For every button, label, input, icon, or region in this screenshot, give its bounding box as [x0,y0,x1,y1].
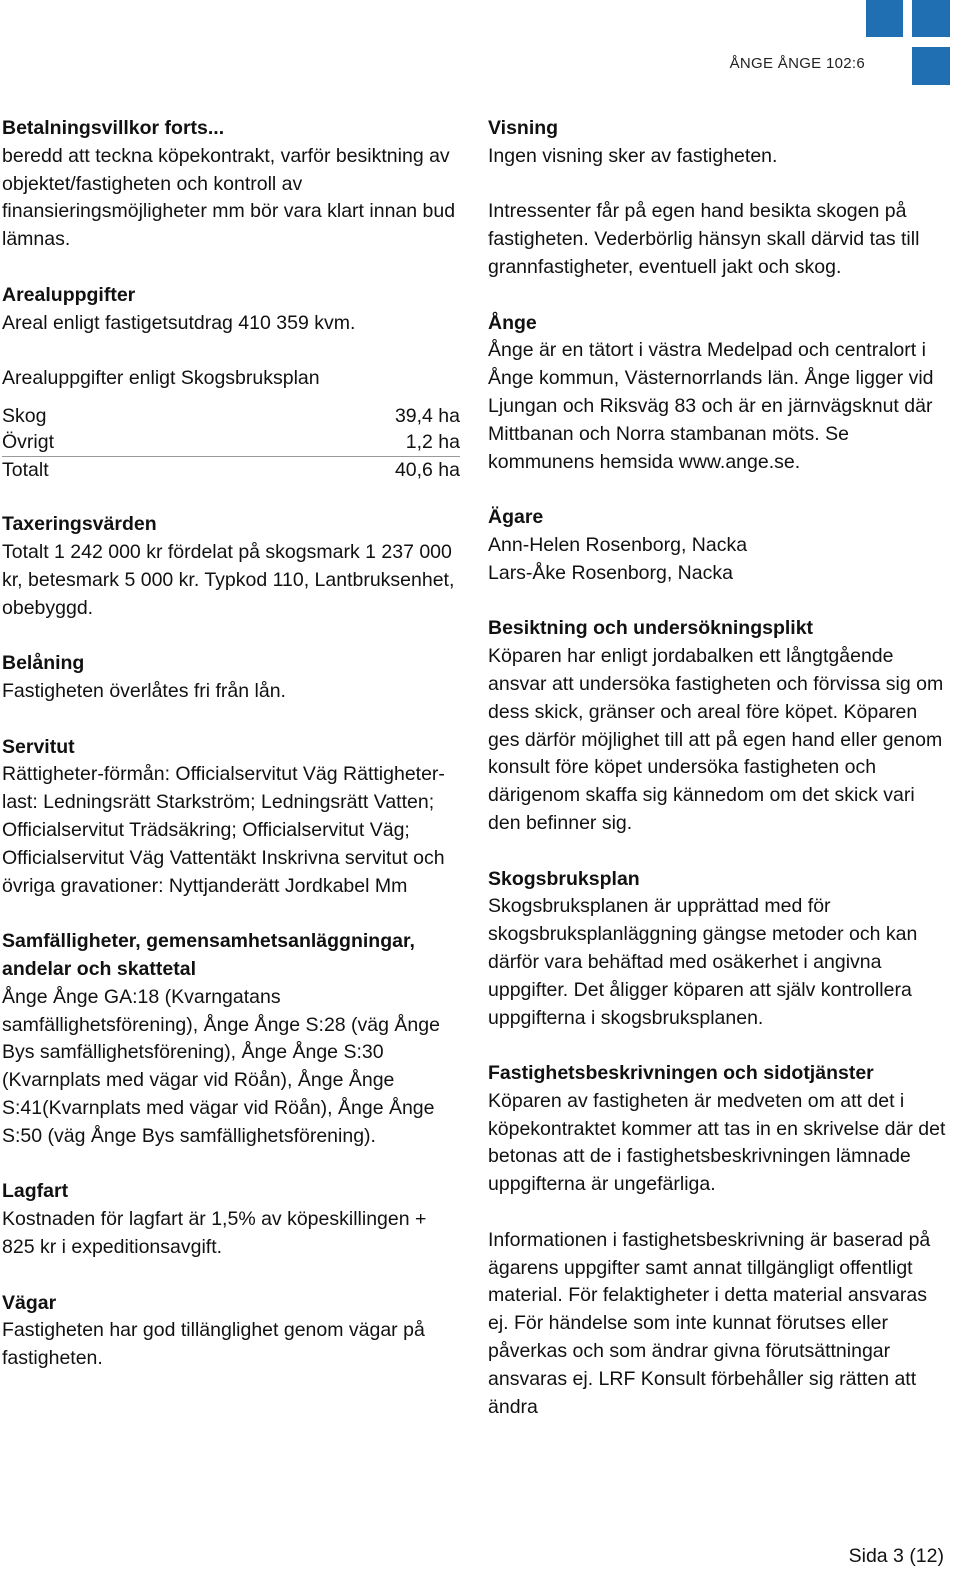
section-ange [488,310,950,477]
page-number: Sida 3 (12) [848,1545,944,1567]
section-owners [488,504,950,587]
section-title: Lagfart [2,1180,69,1203]
section-inspection [488,615,950,837]
section-text: beredd att teckna köpekontrakt, varför besiktning av objektet/fastigheten och kontroll av finansieringsmöjligheter mm bör vara klart innan bud lämnas. [2,144,456,251]
logo-square-top-left [866,0,903,37]
section-title: Belåning [2,652,85,675]
logo-square-bottom-right [912,47,950,85]
section-title: Fastighetsbeskrivningen och sidotjänster [488,1062,874,1085]
section-title: Arealuppgifter [2,283,136,306]
section-area-plan [2,365,462,483]
section-forest-plan [488,866,950,1033]
section-area [2,282,462,338]
section-roads [2,1290,462,1373]
section-viewing [488,115,950,282]
section-joint-property [2,928,462,1150]
table-row-total [2,456,460,483]
area-label: Övrigt [2,431,55,454]
area-value: 40,6 ha [205,456,460,483]
right-column [488,115,950,1449]
section-text: Ingen visning sker av fastigheten. [488,144,778,167]
table-row [2,429,460,456]
section-servitude [2,734,462,901]
area-table [2,403,460,484]
section-text: Intressenter får på egen hand besikta skogen på fastigheten. Vederbörlig hänsyn skall därvid tas till grannfastigheter, eventuell jakt och skog. [488,200,920,278]
section-title: Besiktning och undersökningsplikt [488,617,814,640]
section-text: Rättigheter-förmån: Officialservitut Väg Rättigheter-last: Ledningsrätt Starkström; Ledningsrätt Vatten; Officialservitut Trädsäkring; Officialservitut Väg; Officialservitut Väg Vattentäkt Inskrivna servitut och övriga gravationer: Nyttjanderätt Jordkabel Mm [2,763,445,897]
area-plan-title: Arealuppgifter enligt Skogsbruksplan [2,367,320,390]
section-title: Servitut [2,735,75,758]
section-title: Skogsbruksplan [488,867,640,890]
section-text: Kostnaden för lagfart är 1,5% av köpeskillingen + 825 kr i expeditionsavgift. [2,1208,427,1258]
section-text: Ånge är en tätort i västra Medelpad och centralort i Ånge kommun, Västernorrlands län. Ånge ligger vid Ljungan och Riksväg 83 och är en järnvägsknut där Mittbanan och Norra stambanan möts. Se kommunens hemsida www.ange.se. [488,339,934,473]
section-title: Taxeringsvärden [2,513,157,536]
table-row [2,403,460,430]
section-text: Fastigheten överlåtes fri från lån. [2,680,286,703]
area-label: Skog [2,404,47,427]
section-title: Visning [488,117,559,139]
owner-name: Lars-Åke Rosenborg, Nacka [488,561,733,584]
section-text: Fastigheten har god tillänglighet genom vägar på fastigheten. [2,1319,425,1370]
section-text: Areal enligt fastigetsutdrag 410 359 kvm. [2,311,356,334]
section-text: Ånge Ånge GA:18 (Kvarngatans samfällighetsförening), Ånge Ånge S:28 (väg Ånge Bys samfällighetsförening), Ånge Ånge S:30 (Kvarnplats med vägar vid Röån), Ånge Ånge S:41(Kvarnplats med vägar vid Röån), Ånge Ånge S:50 (väg Ånge Bys samfällighetsförening). [2,985,440,1147]
left-column [2,115,462,1401]
area-label: Totalt [2,456,205,483]
section-title: Ägare [488,506,544,529]
section-text: Köparen har enligt jordabalken ett långtgående ansvar att undersöka fastigheten och förvissa sig om dess skick, gränser och areal före köpet. Köparen ges därför möjlighet till att på egen hand eller genom konsult före köpet undersöka fastigheten och därigenom skaffa sig kännedom om det skick vari den befinner sig. [488,645,944,834]
section-title: Samfälligheter, gemensamhetsanläggningar, andelar och skattetal [2,930,415,981]
section-loan [2,650,462,706]
section-text: Informationen i fastighetsbeskrivning är baserad på ägarens uppgifter samt annat tillgängligt offentligt material. För felaktigheter i detta material ansvaras ej. För händelse som inte kunnat förutses eller påverkas och som ändrar givna förutsättningar ansvaras ej. LRF Konsult förbehåller sig rätten att ändra [488,1228,931,1418]
area-value: 39,4 ha [394,404,460,427]
section-title-deed [2,1178,462,1261]
owner-name: Ann-Helen Rosenborg, Nacka [488,533,748,556]
section-text: Köparen av fastigheten är medveten om att det i köpekontraktet kommer att tas in en skrivelse där det betonas att de i fastighetsbeskrivningen lämnade uppgifterna är ungefärliga. [488,1089,946,1196]
area-value: 1,2 ha [405,431,460,454]
section-title: Vägar [2,1291,57,1314]
property-reference: ÅNGE ÅNGE 102:6 [729,55,865,72]
section-description [488,1060,950,1421]
section-text: Totalt 1 242 000 kr fördelat på skogsmark 1 237 000 kr, betesmark 5 000 kr. Typkod 110, Lantbruksenhet, obebyggd. [2,541,455,619]
section-payment [2,115,462,254]
section-title: Ånge [488,311,537,334]
section-title: Betalningsvillkor forts... [2,117,225,139]
section-tax [2,511,462,622]
section-text: Skogsbruksplanen är upprättad med för skogsbruksplanläggning gängse metoder och kan därför vara behäftad med osäkerhet i angivna uppgifter. Det åligger köparen att själv kontrollera uppgifterna i skogsbruksplanen. [488,895,918,1029]
logo-square-top-right [912,0,950,37]
